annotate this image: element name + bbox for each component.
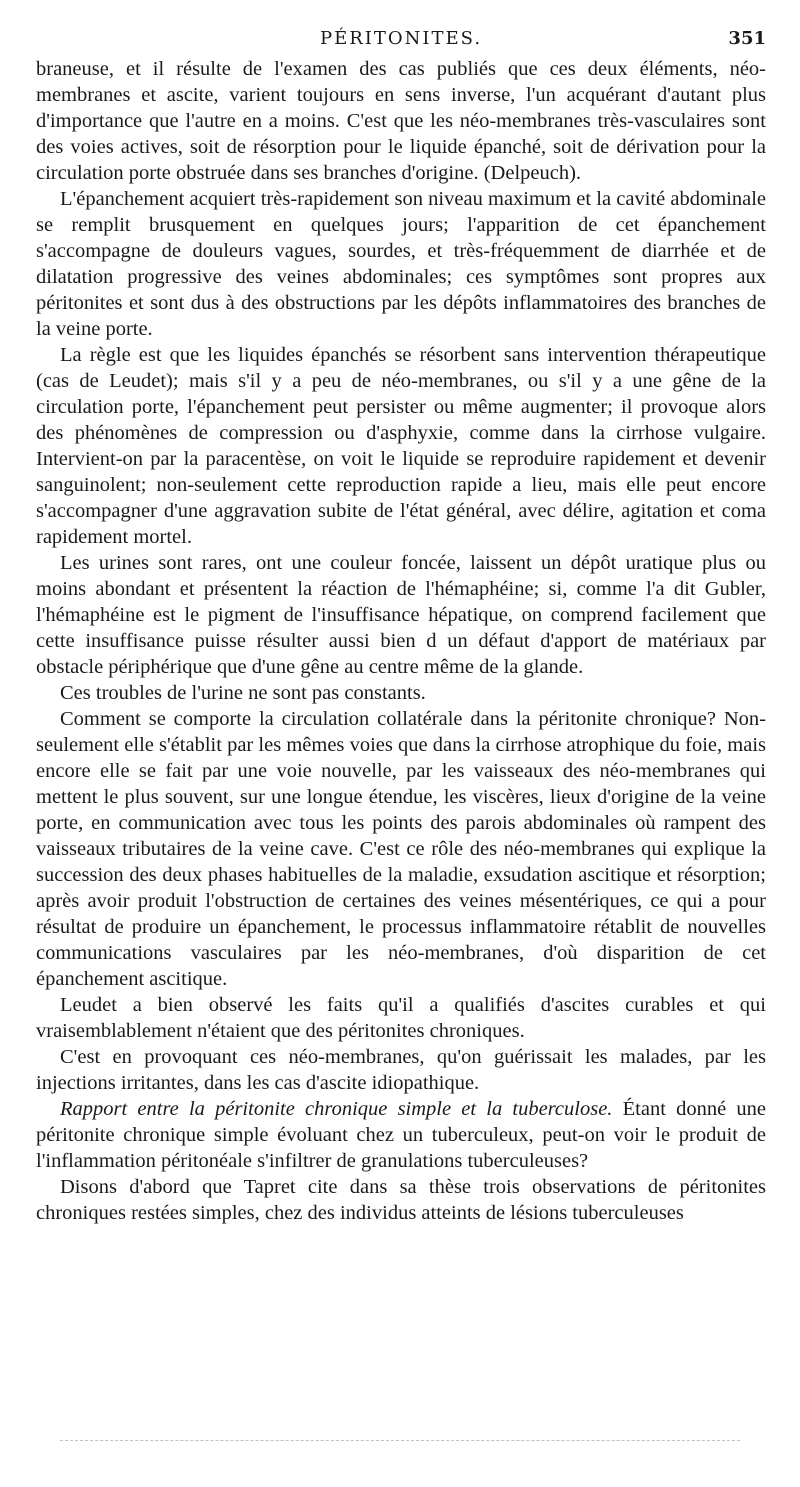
paragraph-4: Les urines sont rares, ont une couleur foncée, laissent un dépôt uratique plus ou moins abondant et présentent la réaction de l'hémaphéine; si, comme l'a dit Gubler, l'hémaphéine est le pigment de l'insuffisance hépatique, on comprend facilement que cette insuffisance puisse résulter aussi bien d un défaut d'apport de matériaux par obstacle périphérique que d'une gêne au centre même de la glande. (36, 552, 766, 678)
paragraph-1: braneuse, et il résulte de l'examen des cas publiés que ces deux éléments, néo-membranes et ascite, varient toujours en sens inverse, l'un acquérant d'autant plus d'importance que l'autre en a moins. C'est que les néo-membranes très-vasculaires sont des voies actives, soit de résorption pour le liquide épanché, soit de dérivation pour la circulation porte obstruée dans ses branches d'origine. (Delpeuch). (36, 58, 766, 184)
page-number: 351 (728, 28, 766, 49)
paragraph-10: Disons d'abord que Tapret cite dans sa thèse trois observations de péritonites chroniques restées simples, chez des individus atteints de lésions tuberculeuses (36, 1176, 766, 1224)
body-text (36, 56, 766, 1226)
footer-rule (60, 1440, 740, 1441)
paragraph-2: L'épanchement acquiert très-rapidement son niveau maximum et la cavité abdominale se remplit brusquement en quelques jours; l'apparition de cet épanchement s'accompagne de douleurs vagues, sourdes, et très-fréquemment de diarrhée et de dilatation progressive des veines abdominales; ces symptômes sont propres aux péritonites et sont dus à des obstructions par les dépôts inflammatoires des branches de la veine porte. (36, 188, 766, 340)
paragraph-5: Ces troubles de l'urine ne sont pas constants. (60, 682, 426, 704)
page (36, 22, 766, 1226)
running-head (36, 22, 766, 52)
paragraph-9-italic-lead: Rapport entre la péritonite chronique simple et la tuberculose. (60, 1098, 613, 1120)
paragraph-7: Leudet a bien observé les faits qu'il a qualifiés d'ascites curables et qui vraisemblablement n'étaient que des péritonites chroniques. (36, 994, 766, 1042)
paragraph-8: C'est en provoquant ces néo-membranes, qu'on guérissait les malades, par les injections irritantes, dans les cas d'ascite idiopathique. (36, 1046, 766, 1094)
paragraph-6: Comment se comporte la circulation collatérale dans la péritonite chronique? Non-seulement elle s'établit par les mêmes voies que dans la cirrhose atrophique du foie, mais encore elle se fait par une voie nouvelle, par les vaisseaux des néo-membranes qui mettent le plus souvent, sur une longue étendue, les viscères, lieux d'origine de la veine porte, en communication avec tous les points des parois abdominales où rampent des vaisseaux tributaires de la veine cave. C'est ce rôle des néo-membranes qui explique la succession des deux phases habituelles de la maladie, exsudation ascitique et résorption; après avoir produit l'obstruction de certaines des veines mésentériques, ce qui a pour résultat de produire un épanchement, le processus inflammatoire rétablit de nouvelles communications vasculaires par les néo-membranes, d'où disparition de cet épanchement ascitique. (36, 708, 766, 990)
paragraph-9 (36, 1096, 766, 1174)
paragraph-9-text: Étant donné une péritonite chronique simple évoluant chez un tuberculeux, peut-on voir le produit de l'inflammation péritonéale s'infiltrer de granulations tuberculeuses? (36, 1098, 766, 1172)
running-title: PÉRITONITES. (319, 28, 483, 49)
paragraph-3: La règle est que les liquides épanchés se résorbent sans intervention thérapeutique (cas de Leudet); mais s'il y a peu de néo-membranes, ou s'il y a une gêne de la circulation porte, l'épanchement peut persister ou même augmenter; il provoque alors des phénomènes de compression ou d'asphyxie, comme dans la cirrhose vulgaire. Intervient-on par la paracentèse, on voit le liquide se reproduire rapidement et devenir sanguinolent; non-seulement cette reproduction rapide a lieu, mais elle peut encore s'accompagner d'une aggravation subite de l'état général, avec délire, agitation et coma rapidement mortel. (36, 344, 766, 548)
